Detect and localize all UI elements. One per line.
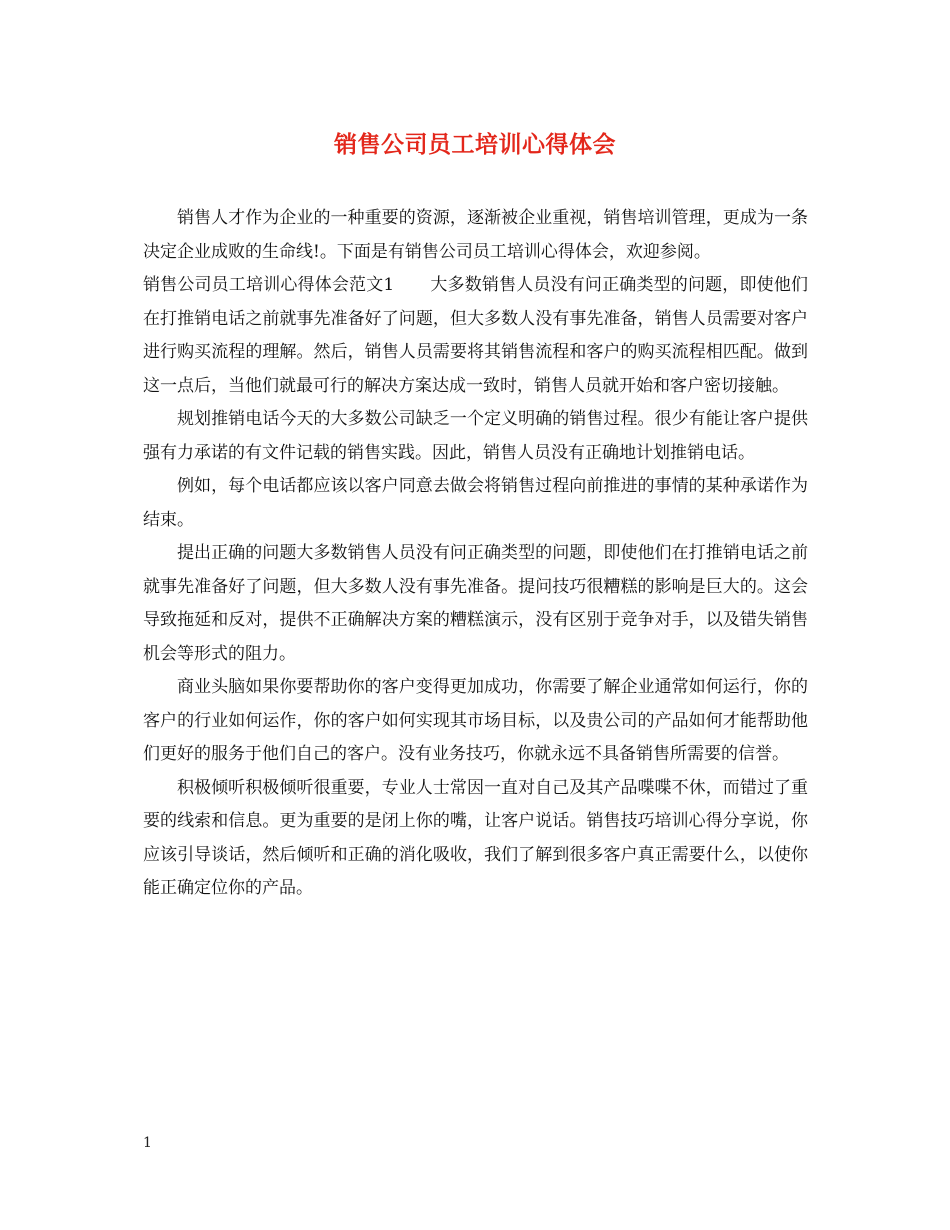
section-paragraph <box>143 269 808 403</box>
body-paragraph-2: 例如，每个电话都应该以客户同意去做会将销售过程向前推进的事情的某种承诺作为结束。 <box>143 476 808 530</box>
document-title: 销售公司员工培训心得体会 <box>334 131 616 158</box>
page-number: 1 <box>143 1135 152 1151</box>
body-paragraph-5: 积极倾听积极倾听很重要，专业人士常因一直对自己及其产品喋喋不休，而错过了重要的线索和信息。更为重要的是闭上你的嘴，让客户说话。销售技巧培训心得分享说，你应该引导谈话，然后倾听和正确的消化吸收，我们了解到很多客户真正需要什么，以使你能正确定位你的产品。 <box>143 777 808 898</box>
body-paragraph-4: 商业头脑如果你要帮助你的客户变得更加成功，你需要了解企业通常如何运行，你的客户的行业如何运作，你的客户如何实现其市场目标，以及贵公司的产品如何才能帮助他们更好的服务于他们自己的客户。没有业务技巧，你就永远不具备销售所需要的信誉。 <box>143 677 808 764</box>
body-paragraph-3: 提出正确的问题大多数销售人员没有问正确类型的问题，即使他们在打推销电话之前就事先准备好了问题，但大多数人没有事先准备。提问技巧很糟糕的影响是巨大的。这会导致拖延和反对，提供不正确解决方案的糟糕演示，没有区别于竞争对手，以及错失销售机会等形式的阻力。 <box>143 543 808 664</box>
section-label: 销售公司员工培训心得体会范文1 <box>143 275 395 295</box>
section-first-text: 大多数销售人员没有问正确类型的问题，即使他们在打推销电话之前就事先准备好了问题，但大多数人没有事先准备，销售人员需要对客户进行购买流程的理解。然后，销售人员需要将其销售流程和客户的购买流程相匹配。做到这一点后，当他们就最可行的解决方案达成一致时，销售人员就开始和客户密切接触。 <box>143 275 808 396</box>
body-paragraph-1: 规划推销电话今天的大多数公司缺乏一个定义明确的销售过程。很少有能让客户提供强有力承诺的有文件记载的销售实践。因此，销售人员没有正确地计划推销电话。 <box>143 409 808 463</box>
document-body <box>143 202 808 906</box>
intro-paragraph: 销售人才作为企业的一种重要的资源，逐渐被企业重视，销售培训管理，更成为一条决定企业成败的生命线!。下面是有销售公司员工培训心得体会，欢迎参阅。 <box>143 208 808 262</box>
